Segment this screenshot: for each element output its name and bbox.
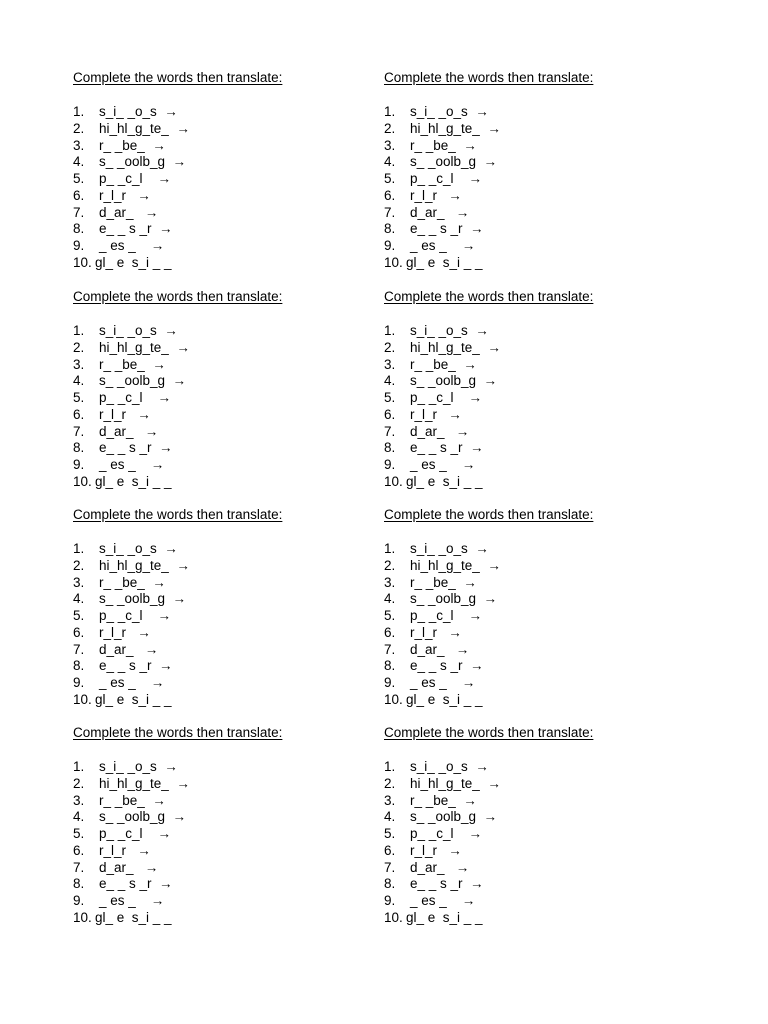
- item-number: 2.: [73, 120, 85, 136]
- exercise-item: [384, 625, 462, 641]
- exercise-item: [384, 407, 462, 423]
- exercise-item: [384, 373, 497, 389]
- item-number: 3.: [384, 137, 396, 153]
- item-number: 9.: [73, 893, 85, 908]
- item-number: 8.: [73, 658, 85, 674]
- exercise-block: [384, 289, 684, 495]
- exercise-item: [384, 826, 482, 842]
- item-number: 4.: [73, 154, 85, 170]
- item-word: s_i_ _o_s →: [99, 323, 178, 338]
- item-number: 5.: [73, 390, 85, 405]
- item-word: s_ _oolb_g →: [410, 809, 498, 825]
- exercise-item: [384, 457, 475, 473]
- item-number: 3.: [73, 792, 85, 808]
- item-number: 8.: [73, 440, 85, 456]
- item-word: s_i_ _o_s →: [410, 759, 489, 774]
- exercise-item: [73, 793, 166, 809]
- item-number: 5.: [384, 608, 396, 623]
- item-word: hi_hl_g_te_ →: [99, 775, 190, 791]
- item-number: 6.: [384, 842, 396, 858]
- exercise-title: Complete the words then translate:: [73, 725, 283, 740]
- item-number: 7.: [73, 423, 85, 439]
- item-word: gl_ e s_i _ _: [95, 254, 172, 270]
- item-word: hi_hl_g_te_ →: [410, 775, 501, 791]
- item-number: 9.: [73, 675, 85, 690]
- item-word: e_ _ s _r →: [410, 440, 484, 456]
- item-word: hi_hl_g_te_ →: [99, 557, 190, 573]
- item-number: 2.: [384, 557, 396, 573]
- item-number: 9.: [384, 457, 396, 472]
- exercise-item: [384, 591, 497, 607]
- item-number: 6.: [384, 406, 396, 422]
- item-number: 2.: [73, 775, 85, 791]
- item-word: s_i_ _o_s →: [99, 104, 178, 119]
- exercise-block: [73, 70, 373, 276]
- item-number: 6.: [384, 187, 396, 203]
- item-number: 4.: [384, 591, 396, 607]
- item-word: e_ _ s _r →: [99, 876, 173, 892]
- exercise-title: Complete the words then translate:: [73, 289, 283, 304]
- item-word: _ es _ →: [410, 893, 476, 908]
- item-number: 7.: [73, 859, 85, 875]
- item-number: 7.: [384, 641, 396, 657]
- item-number: 2.: [384, 339, 396, 355]
- exercise-item: [73, 776, 190, 792]
- item-word: e_ _ s _r →: [410, 221, 484, 237]
- item-word: hi_hl_g_te_ →: [99, 339, 190, 355]
- item-word: r_l_r →: [410, 406, 462, 422]
- exercise-item: [73, 171, 171, 187]
- item-number: 6.: [73, 624, 85, 640]
- exercise-item: [384, 255, 483, 271]
- item-word: e_ _ s _r →: [410, 876, 484, 892]
- item-number: 3.: [384, 792, 396, 808]
- item-word: p_ _c_l →: [99, 608, 172, 623]
- item-word: e_ _ s _r →: [99, 440, 173, 456]
- item-number: 10.: [384, 909, 403, 925]
- item-number: 3.: [73, 574, 85, 590]
- exercise-item: [384, 323, 489, 339]
- item-number: 1.: [73, 541, 85, 556]
- item-word: gl_ e s_i _ _: [95, 909, 172, 925]
- item-number: 7.: [384, 859, 396, 875]
- exercise-item: [73, 154, 186, 170]
- item-word: r_l_r →: [410, 624, 462, 640]
- item-word: r_ _be_ →: [99, 356, 166, 372]
- item-word: r_l_r →: [99, 624, 151, 640]
- item-number: 7.: [73, 641, 85, 657]
- item-word: d_ar_ →: [99, 423, 159, 439]
- exercise-item: [384, 759, 489, 775]
- exercise-item: [73, 357, 166, 373]
- exercise-item: [384, 843, 462, 859]
- exercise-item: [73, 809, 186, 825]
- item-number: 9.: [384, 893, 396, 908]
- item-word: d_ar_ →: [99, 859, 159, 875]
- exercise-item: [73, 138, 166, 154]
- exercise-item: [73, 255, 172, 271]
- item-number: 8.: [384, 658, 396, 674]
- item-number: 5.: [73, 171, 85, 186]
- item-word: _ es _ →: [99, 238, 165, 253]
- item-word: s_ _oolb_g →: [410, 591, 498, 607]
- item-number: 1.: [73, 323, 85, 338]
- item-word: s_ _oolb_g →: [99, 591, 187, 607]
- item-number: 2.: [384, 120, 396, 136]
- item-word: e_ _ s _r →: [99, 658, 173, 674]
- item-word: hi_hl_g_te_ →: [410, 339, 501, 355]
- exercise-title: Complete the words then translate:: [384, 70, 594, 85]
- item-word: gl_ e s_i _ _: [406, 254, 483, 270]
- exercise-item: [384, 474, 483, 490]
- item-word: r_ _be_ →: [410, 792, 477, 808]
- exercise-item: [384, 575, 477, 591]
- exercise-item: [384, 658, 484, 674]
- item-word: d_ar_ →: [410, 641, 470, 657]
- item-number: 10.: [384, 691, 403, 707]
- item-number: 9.: [384, 238, 396, 253]
- item-word: p_ _c_l →: [99, 390, 172, 405]
- exercise-item: [384, 138, 477, 154]
- item-number: 4.: [73, 591, 85, 607]
- item-word: r_l_r →: [410, 187, 462, 203]
- exercise-item: [384, 188, 462, 204]
- item-word: s_ _oolb_g →: [99, 373, 187, 389]
- exercise-item: [384, 793, 477, 809]
- exercise-item: [73, 121, 190, 137]
- item-number: 8.: [384, 876, 396, 892]
- item-number: 1.: [73, 759, 85, 774]
- item-number: 5.: [384, 390, 396, 405]
- exercise-item: [73, 238, 164, 254]
- item-word: s_ _oolb_g →: [410, 154, 498, 170]
- item-number: 6.: [73, 187, 85, 203]
- exercise-item: [73, 390, 171, 406]
- exercise-item: [73, 591, 186, 607]
- item-number: 8.: [73, 221, 85, 237]
- item-number: 9.: [73, 238, 85, 253]
- exercise-item: [384, 357, 477, 373]
- item-number: 6.: [384, 624, 396, 640]
- exercise-item: [384, 860, 469, 876]
- item-number: 9.: [73, 457, 85, 472]
- item-number: 7.: [73, 204, 85, 220]
- item-word: p_ _c_l →: [99, 171, 172, 186]
- exercise-item: [384, 390, 482, 406]
- exercise-item: [384, 238, 475, 254]
- exercise-item: [73, 373, 186, 389]
- item-number: 8.: [384, 440, 396, 456]
- exercise-item: [73, 675, 164, 691]
- exercise-item: [73, 893, 164, 909]
- exercise-item: [73, 407, 151, 423]
- item-number: 5.: [73, 608, 85, 623]
- exercise-item: [73, 558, 190, 574]
- item-word: e_ _ s _r →: [99, 221, 173, 237]
- item-word: s_ _oolb_g →: [99, 809, 187, 825]
- item-number: 4.: [73, 373, 85, 389]
- exercise-title: Complete the words then translate:: [384, 725, 594, 740]
- exercise-item: [73, 474, 172, 490]
- item-word: gl_ e s_i _ _: [406, 473, 483, 489]
- item-number: 3.: [73, 356, 85, 372]
- item-number: 4.: [384, 809, 396, 825]
- item-number: 2.: [73, 339, 85, 355]
- exercise-item: [384, 440, 484, 456]
- item-word: r_ _be_ →: [99, 574, 166, 590]
- item-word: hi_hl_g_te_ →: [410, 557, 501, 573]
- exercise-item: [384, 340, 501, 356]
- item-number: 7.: [384, 423, 396, 439]
- item-word: gl_ e s_i _ _: [406, 909, 483, 925]
- exercise-item: [73, 440, 173, 456]
- item-word: d_ar_ →: [410, 859, 470, 875]
- item-word: r_ _be_ →: [410, 137, 477, 153]
- item-word: r_l_r →: [99, 187, 151, 203]
- item-word: r_ _be_ →: [99, 792, 166, 808]
- item-number: 9.: [384, 675, 396, 690]
- item-number: 10.: [384, 473, 403, 489]
- exercise-block: [73, 725, 373, 931]
- item-number: 2.: [384, 775, 396, 791]
- exercise-title: Complete the words then translate:: [73, 70, 283, 85]
- exercise-item: [73, 876, 173, 892]
- exercise-item: [384, 221, 484, 237]
- exercise-title: Complete the words then translate:: [384, 507, 594, 522]
- exercise-block: [384, 725, 684, 931]
- exercise-item: [73, 457, 164, 473]
- item-word: s_i_ _o_s →: [99, 541, 178, 556]
- exercise-item: [384, 205, 469, 221]
- item-number: 10.: [384, 254, 403, 270]
- item-word: _ es _ →: [99, 457, 165, 472]
- exercise-item: [384, 692, 483, 708]
- exercise-item: [73, 658, 173, 674]
- item-number: 10.: [73, 691, 92, 707]
- item-number: 6.: [73, 406, 85, 422]
- exercise-item: [73, 826, 171, 842]
- exercise-item: [73, 759, 178, 775]
- item-number: 1.: [384, 541, 396, 556]
- item-number: 2.: [73, 557, 85, 573]
- item-word: r_ _be_ →: [410, 574, 477, 590]
- item-word: s_i_ _o_s →: [410, 541, 489, 556]
- item-number: 7.: [384, 204, 396, 220]
- exercise-item: [73, 860, 158, 876]
- exercise-item: [73, 221, 173, 237]
- item-word: r_ _be_ →: [410, 356, 477, 372]
- item-word: _ es _ →: [410, 238, 476, 253]
- exercise-item: [73, 910, 172, 926]
- item-word: gl_ e s_i _ _: [406, 691, 483, 707]
- exercise-item: [73, 188, 151, 204]
- exercise-title: Complete the words then translate:: [384, 289, 594, 304]
- item-word: r_ _be_ →: [99, 137, 166, 153]
- item-word: d_ar_ →: [99, 204, 159, 220]
- exercise-block: [384, 70, 684, 276]
- item-word: r_l_r →: [410, 842, 462, 858]
- item-number: 10.: [73, 254, 92, 270]
- item-word: s_ _oolb_g →: [410, 373, 498, 389]
- item-number: 8.: [384, 221, 396, 237]
- exercise-item: [384, 876, 484, 892]
- exercise-item: [73, 625, 151, 641]
- item-number: 3.: [384, 356, 396, 372]
- item-word: _ es _ →: [410, 457, 476, 472]
- item-word: d_ar_ →: [410, 204, 470, 220]
- item-word: s_i_ _o_s →: [410, 323, 489, 338]
- exercise-block: [73, 289, 373, 495]
- item-number: 10.: [73, 909, 92, 925]
- exercise-item: [73, 541, 178, 557]
- exercise-item: [73, 642, 158, 658]
- exercise-item: [73, 692, 172, 708]
- item-number: 5.: [384, 171, 396, 186]
- item-word: d_ar_ →: [99, 641, 159, 657]
- exercise-item: [73, 323, 178, 339]
- item-number: 1.: [384, 759, 396, 774]
- exercise-item: [384, 893, 475, 909]
- exercise-item: [384, 776, 501, 792]
- item-number: 1.: [384, 323, 396, 338]
- item-number: 10.: [73, 473, 92, 489]
- exercise-block: [73, 507, 373, 713]
- item-word: s_ _oolb_g →: [99, 154, 187, 170]
- exercise-item: [384, 675, 475, 691]
- exercise-item: [384, 642, 469, 658]
- item-word: hi_hl_g_te_ →: [99, 120, 190, 136]
- exercise-item: [384, 171, 482, 187]
- item-number: 4.: [73, 809, 85, 825]
- item-word: d_ar_ →: [410, 423, 470, 439]
- item-number: 4.: [384, 373, 396, 389]
- exercise-item: [73, 205, 158, 221]
- exercise-item: [73, 575, 166, 591]
- item-number: 3.: [73, 137, 85, 153]
- item-number: 6.: [73, 842, 85, 858]
- exercise-block: [384, 507, 684, 713]
- item-word: s_i_ _o_s →: [99, 759, 178, 774]
- exercise-item: [384, 104, 489, 120]
- item-number: 5.: [73, 826, 85, 841]
- exercise-item: [73, 340, 190, 356]
- item-word: p_ _c_l →: [410, 171, 483, 186]
- item-word: gl_ e s_i _ _: [95, 473, 172, 489]
- exercise-item: [73, 424, 158, 440]
- item-word: e_ _ s _r →: [410, 658, 484, 674]
- item-number: 3.: [384, 574, 396, 590]
- item-word: p_ _c_l →: [410, 608, 483, 623]
- item-word: hi_hl_g_te_ →: [410, 120, 501, 136]
- exercise-item: [384, 424, 469, 440]
- item-word: r_l_r →: [99, 842, 151, 858]
- exercise-item: [384, 154, 497, 170]
- item-word: p_ _c_l →: [410, 390, 483, 405]
- item-word: gl_ e s_i _ _: [95, 691, 172, 707]
- exercise-item: [384, 809, 497, 825]
- exercise-item: [384, 121, 501, 137]
- exercise-item: [73, 843, 151, 859]
- exercise-item: [384, 541, 489, 557]
- item-number: 8.: [73, 876, 85, 892]
- exercise-item: [73, 608, 171, 624]
- item-word: s_i_ _o_s →: [410, 104, 489, 119]
- exercise-item: [384, 910, 483, 926]
- item-word: _ es _ →: [99, 675, 165, 690]
- exercise-item: [73, 104, 178, 120]
- item-number: 4.: [384, 154, 396, 170]
- item-word: p_ _c_l →: [410, 826, 483, 841]
- item-number: 1.: [73, 104, 85, 119]
- item-word: p_ _c_l →: [99, 826, 172, 841]
- exercise-title: Complete the words then translate:: [73, 507, 283, 522]
- item-number: 1.: [384, 104, 396, 119]
- exercise-item: [384, 558, 501, 574]
- exercise-item: [384, 608, 482, 624]
- item-word: _ es _ →: [410, 675, 476, 690]
- item-number: 5.: [384, 826, 396, 841]
- item-word: r_l_r →: [99, 406, 151, 422]
- item-word: _ es _ →: [99, 893, 165, 908]
